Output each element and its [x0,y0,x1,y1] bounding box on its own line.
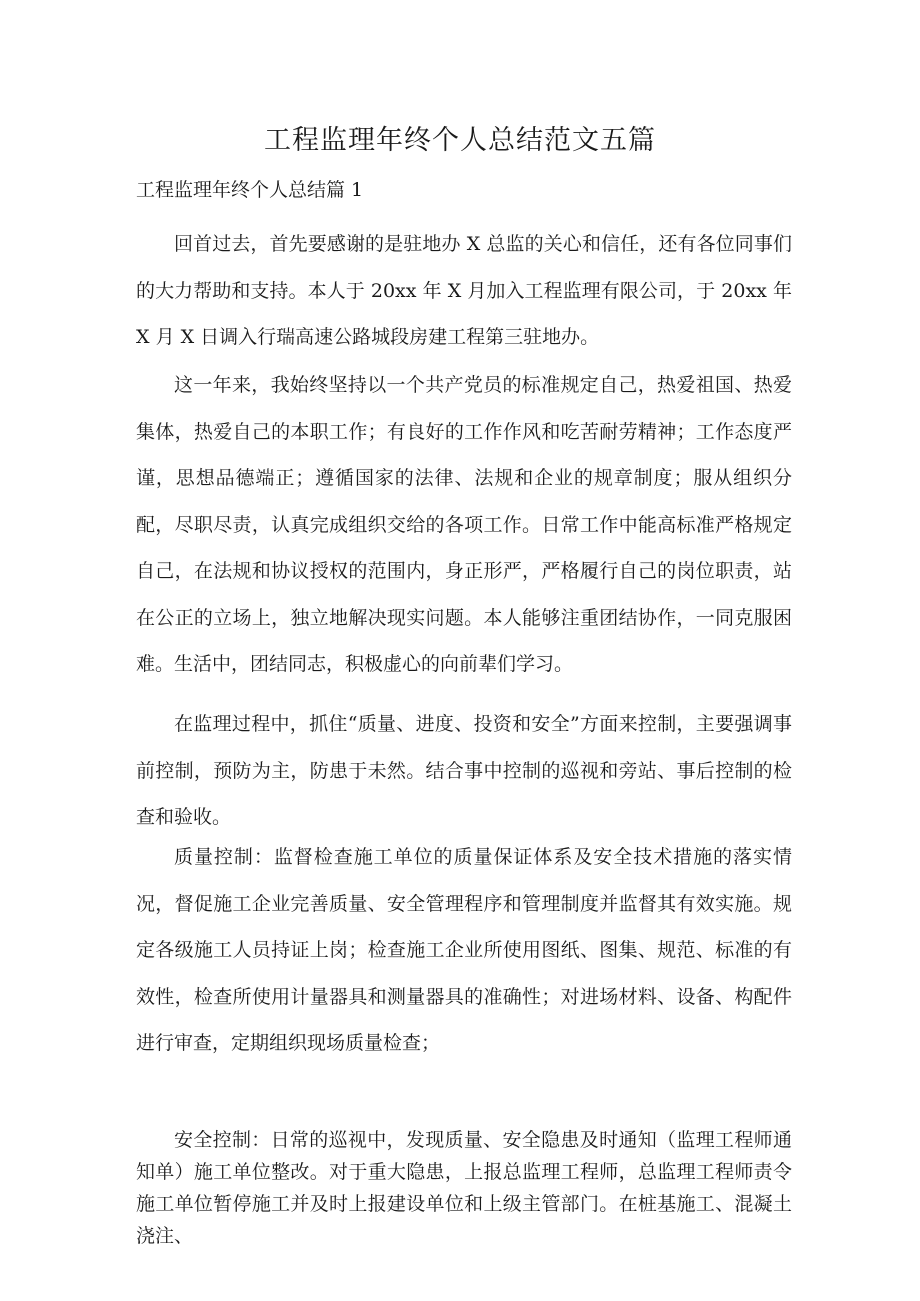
paragraph-container [136,834,792,1067]
paragraph: 安全控制：日常的巡视中，发现质量、安全隐患及时通知（监理工程师通知单）施工单位整改。对于重大隐患，上报总监理工程师，总监理工程师责令施工单位暂停施工并及时上报建设单位和上级主管部门。在桩基施工、混凝土浇注、 [136,1129,792,1247]
paragraph-container [136,701,792,841]
document-title: 工程监理年终个人总结范文五篇 [264,125,656,156]
section-heading: 工程监理年终个人总结篇 1 [136,179,364,201]
paragraph: 在监理过程中，抓住“质量、进度、投资和安全”方面来控制，主要强调事前控制，预防为主，防患于未然。结合事中控制的巡视和旁站、事后控制的检查和验收。 [136,713,792,828]
paragraph: 这一年来，我始终坚持以一个共产党员的标准规定自己，热爱祖国、热爱集体，热爱自己的本职工作；有良好的工作作风和吃苦耐劳精神；工作态度严谨，思想品德端正；遵循国家的法律、法规和企业的规章制度；服从组织分配，尽职尽责，认真完成组织交给的各项工作。日常工作中能高标准严格规定自己，在法规和协议授权的范围内，身正形严，严格履行自己的岗位职责，站在公正的立场上，独立地解决现实问题。本人能够注重团结协作，一同克服困难。生活中，团结同志，积极虚心的向前辈们学习。 [136,374,792,675]
paragraph-container [136,362,792,688]
paragraph: 质量控制：监督检查施工单位的质量保证体系及安全技术措施的落实情况，督促施工企业完善质量、安全管理程序和管理制度并监督其有效实施。规定各级施工人员持证上岗；检查施工企业所使用图纸、图集、规范、标准的有效性，检查所使用计量器具和测量器具的准确性；对进场材料、设备、构配件进行审查，定期组织现场质量检查； [136,846,792,1054]
paragraph-container [136,221,792,361]
paragraph: 回首过去，首先要感谢的是驻地办 X 总监的关心和信任，还有各位同事们的大力帮助和支持。本人于 20xx 年 X 月加入工程监理有限公司，于 20xx 年 X 月 X 日调入行瑞高速公路城段房建工程第三驻地办。 [136,233,792,348]
paragraph-container [136,1124,792,1252]
